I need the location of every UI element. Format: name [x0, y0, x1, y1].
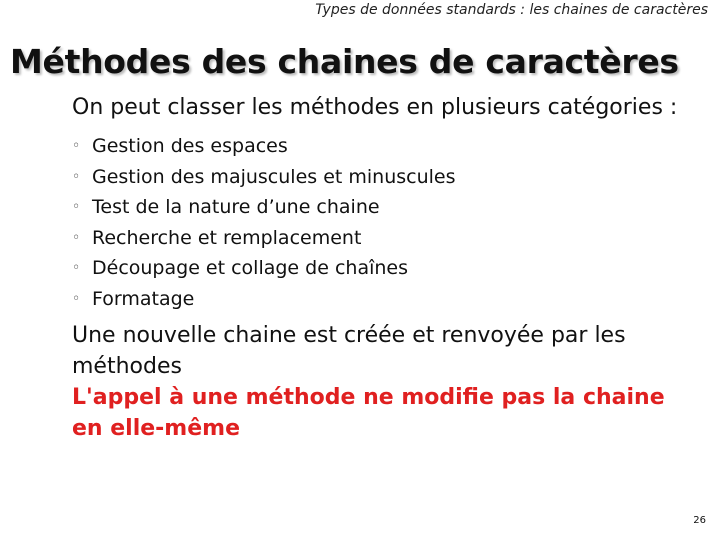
bullet-item	[42, 320, 702, 382]
sub-list-item-text: Test de la nature d’une chaine	[92, 196, 380, 218]
slide-content	[42, 92, 702, 444]
sub-list-item-text: Découpage et collage de chaînes	[92, 257, 408, 279]
sub-list-item-text: Formatage	[92, 287, 195, 310]
circle-bullet-icon: ◦	[72, 260, 81, 276]
slide-title: Méthodes des chaines de caractères	[10, 42, 679, 81]
bullet-text-highlight: L'appel à une méthode ne modifie pas la chaine en elle-même	[72, 385, 665, 441]
sub-list-item	[72, 253, 702, 284]
sub-list-item	[72, 162, 702, 193]
circle-bullet-icon: ◦	[72, 229, 81, 246]
slide-header-subtitle: Types de données standards : les chaines de caractères	[315, 2, 708, 18]
bullet-item-highlight	[42, 382, 702, 444]
page-number: 26	[693, 515, 706, 526]
circle-bullet-icon: ◦	[72, 199, 81, 215]
circle-bullet-icon: ◦	[72, 290, 81, 307]
sub-list-item	[72, 284, 702, 315]
bullet-text: Une nouvelle chaine est créée et renvoyée par les méthodes	[72, 323, 626, 379]
bullet-text: On peut classer les méthodes en plusieurs catégories :	[72, 95, 678, 120]
sub-list-item	[72, 192, 702, 223]
sub-list-item-text: Gestion des espaces	[92, 135, 288, 157]
sub-list-item-text: Recherche et remplacement	[92, 226, 362, 249]
sub-list-item-text: Gestion des majuscules et minuscules	[92, 165, 456, 188]
sub-list-item	[72, 131, 702, 162]
bullet-item	[42, 92, 702, 123]
sub-list-item	[72, 223, 702, 254]
circle-bullet-icon: ◦	[72, 138, 81, 154]
sub-list	[42, 131, 702, 314]
circle-bullet-icon: ◦	[72, 168, 81, 185]
